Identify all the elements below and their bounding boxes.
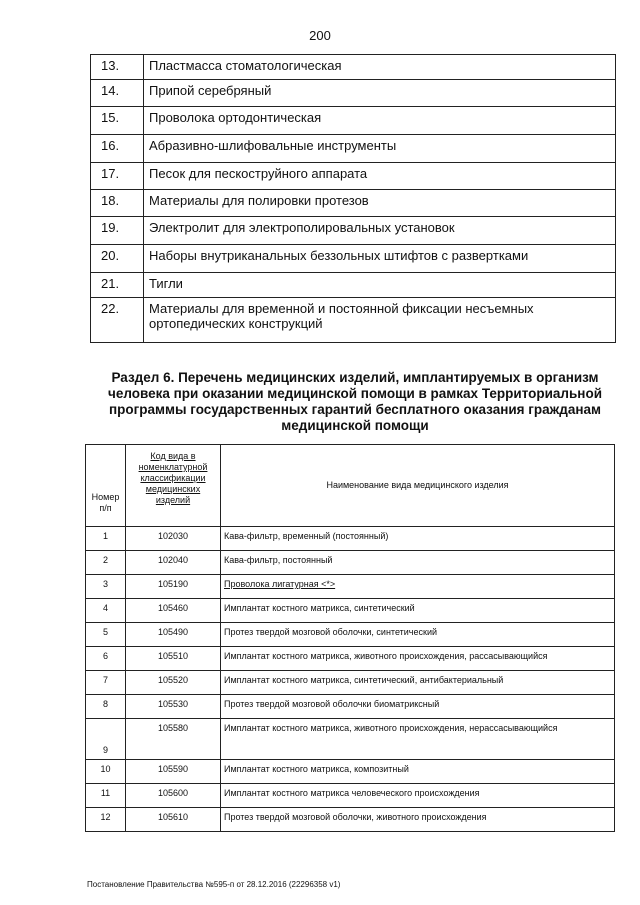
table-row [91, 245, 616, 273]
row-name: Протез твердой мозговой оболочки, синтетический [221, 623, 615, 647]
table-row [91, 217, 616, 245]
row-name: Имплантат костного матрикса, синтетический, антибактериальный [221, 671, 615, 695]
row-name: Имплантат костного матрикса, композитный [221, 760, 615, 784]
table-row [86, 575, 615, 599]
row-code: 105580 [126, 719, 221, 760]
table-row [91, 298, 616, 343]
table-row [86, 760, 615, 784]
table-row [91, 273, 616, 298]
row-name: Протез твердой мозговой оболочки, животного происхождения [221, 808, 615, 832]
row-text: Материалы для временной и постоянной фиксации несъемных ортопедических конструкций [144, 298, 616, 343]
row-name: Кава-фильтр, постоянный [221, 551, 615, 575]
row-name: Имплантат костного матрикса, синтетический [221, 599, 615, 623]
row-number: 9 [86, 719, 126, 760]
row-code: 102040 [126, 551, 221, 575]
row-code: 105610 [126, 808, 221, 832]
row-code: 105490 [126, 623, 221, 647]
row-number: 11 [86, 784, 126, 808]
row-code: 105510 [126, 647, 221, 671]
row-text: Электролит для электрополировальных установок [144, 217, 616, 245]
footer-text: Постановление Правительства №595-п от 28.12.2016 (22296358 v1) [87, 880, 341, 889]
row-number: 14. [91, 80, 144, 107]
row-text: Абразивно-шлифовальные инструменты [144, 135, 616, 163]
row-code: 105460 [126, 599, 221, 623]
row-code: 102030 [126, 527, 221, 551]
table-row [91, 163, 616, 190]
row-code: 105190 [126, 575, 221, 599]
table-row [91, 107, 616, 135]
row-number: 3 [86, 575, 126, 599]
row-name: Кава-фильтр, временный (постоянный) [221, 527, 615, 551]
header-name: Наименование вида медицинского изделия [221, 445, 615, 527]
table-row [91, 135, 616, 163]
section-title: Раздел 6. Перечень медицинских изделий, имплантируемых в организм человека при оказании медицинской помощи в рамках Территориальной программы государственных гарантий бесплатного оказания гражданам медицинской помощи [107, 370, 602, 433]
row-number: 10 [86, 760, 126, 784]
row-code: 105530 [126, 695, 221, 719]
table-row [86, 623, 615, 647]
page-number: 200 [309, 28, 331, 43]
header-number: Номер п/п [86, 445, 126, 527]
row-code: 105600 [126, 784, 221, 808]
table-row [86, 784, 615, 808]
row-number: 19. [91, 217, 144, 245]
table-row [86, 599, 615, 623]
row-number: 8 [86, 695, 126, 719]
header-code: Код вида в номенклатурной классификации медицинских изделий [126, 445, 221, 527]
row-number: 1 [86, 527, 126, 551]
row-number: 16. [91, 135, 144, 163]
row-number: 4 [86, 599, 126, 623]
table-row [86, 551, 615, 575]
table-row [91, 80, 616, 107]
row-number: 20. [91, 245, 144, 273]
row-number: 15. [91, 107, 144, 135]
row-text: Материалы для полировки протезов [144, 190, 616, 217]
row-number: 5 [86, 623, 126, 647]
row-text: Припой серебряный [144, 80, 616, 107]
table-row [86, 671, 615, 695]
row-number: 12 [86, 808, 126, 832]
row-number: 22. [91, 298, 144, 343]
row-number: 7 [86, 671, 126, 695]
table-row [86, 808, 615, 832]
row-text: Наборы внутриканальных беззольных штифтов с развертками [144, 245, 616, 273]
table-header-row [86, 445, 615, 527]
table-row [86, 647, 615, 671]
row-text: Тигли [144, 273, 616, 298]
row-name: Имплантат костного матрикса человеческого происхождения [221, 784, 615, 808]
row-number: 6 [86, 647, 126, 671]
table-row [86, 527, 615, 551]
row-code: 105590 [126, 760, 221, 784]
table-row [86, 695, 615, 719]
row-text: Проволока ортодонтическая [144, 107, 616, 135]
row-name-link[interactable]: Проволока лигатурная <*> [221, 575, 615, 599]
row-text: Песок для пескоструйного аппарата [144, 163, 616, 190]
devices-table [85, 444, 615, 832]
row-name: Протез твердой мозговой оболочки биоматриксный [221, 695, 615, 719]
row-code: 105520 [126, 671, 221, 695]
table-row [91, 190, 616, 217]
table-row [86, 719, 615, 760]
row-name: Имплантат костного матрикса, животного происхождения, нерассасывающийся [221, 719, 615, 760]
row-number: 18. [91, 190, 144, 217]
row-name: Имплантат костного матрикса, животного происхождения, рассасывающийся [221, 647, 615, 671]
table-row [91, 55, 616, 80]
materials-table [90, 54, 616, 343]
row-text: Пластмасса стоматологическая [144, 55, 616, 80]
row-number: 17. [91, 163, 144, 190]
row-number: 21. [91, 273, 144, 298]
row-number: 13. [91, 55, 144, 80]
row-number: 2 [86, 551, 126, 575]
